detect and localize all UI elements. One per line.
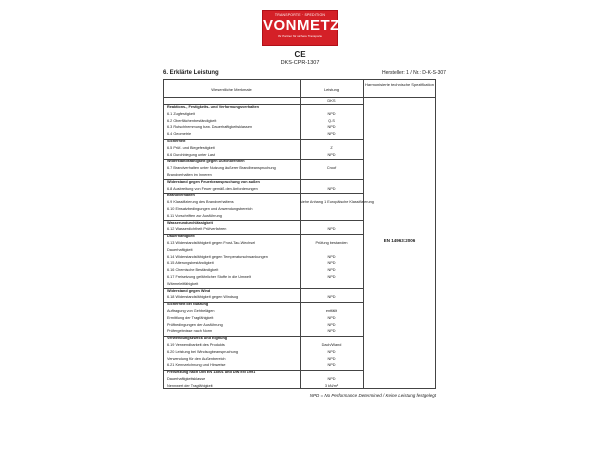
table-row-value: NPD [327,363,336,368]
company-logo [262,10,338,46]
table-row-label: 6.19 Verwendbarkeit des Produkts [167,343,225,347]
table-row-label: Wasserundurchlässigkeit [167,220,213,225]
table-row-label: Nennwert der Tragfähigkeit [167,383,213,388]
table-row-value: NPD [327,125,336,130]
table-row-value: NPD [327,377,336,381]
table-row-value: NPD [327,275,336,279]
table-row-value: Z [330,145,333,150]
footer-note: NPD = No Performance Determined / Keine Leistung festgelegt [309,393,436,398]
table-row-value: NPD [327,295,336,300]
table-row-value: Q-S [328,118,335,123]
table-row-label: 6.10 Einsatzbedingungen und Anwendungsbereich [167,207,253,211]
table-row-value: NPD [327,227,336,232]
table-row-label: Ermittlung der Tragfähigkeit [167,315,214,320]
table-row-label: 6.16 Chemische Beständigkeit [167,268,219,273]
table-row-value: NPD [327,322,336,327]
table-row-label: 6.17 Freisetzung gefährlicher Stoffe in die Umwelt [167,275,251,279]
group-divider [163,193,363,194]
col-header-characteristics: Wesentliche Merkmale [211,87,252,92]
table-row-label: Reaktions-, Festigkeits- und Verformungsverhalten [167,105,259,109]
group-divider [163,159,363,160]
table-row-label: Sicherheit [167,139,186,143]
table-row-value: NPD [327,261,336,266]
group-divider [163,234,363,235]
table-row-value: NPD [327,152,336,157]
table-row-value: NPD [327,349,336,354]
table-row-value: NPD [327,356,336,361]
table-row-label: Widerstand gegen Wind [167,288,211,293]
table-row-label: 6.3 Rutschhemmung bzw. Dauerhaftigkeitsklassen [167,125,253,130]
table-row-value: NPD [327,329,336,334]
group-divider [163,220,363,221]
table-row-label: Dauerhaftigkeit [167,247,193,252]
table-row-label: Widerstand gegen Feuerbeanspruchung von außen [167,179,260,184]
page-reference: Hersteller: 1 / Nr.: D-K-S-307 [382,70,446,76]
section-title: 6. Erklärte Leistung [163,70,219,76]
table-row-value: NPD [327,315,336,320]
table-row-label: 6.4 Geometrie [167,132,192,137]
table-row-value: NPD [327,132,336,137]
table-row-value: siehe Anhang 1 Europäische Klassifizierung [300,200,374,205]
table-row-value: Croof [326,166,337,171]
table-row-label: Sicherheit bei Nutzung [167,302,209,307]
table-row-label: Prüfbedingungen der Ausführung [167,322,223,327]
table-row-label: 6.1 Zugfestigkeit [167,111,195,116]
table-row-label: Auftragung von Gehbelägen [167,309,215,313]
table-row-label: 6.18 Widerstandsfähigkeit gegen Windsog [167,295,239,300]
table-row-label: 6.13 Widerstandsfähigkeit gegen Frost-Tau-Wechsel [167,241,256,245]
table-row-label: 6.2 Oberflächenbeständigkeit [167,118,217,123]
table-row-label: Widerstandsfähigkeit gegen Durchbrennen [167,159,245,164]
table-row-value: 3 kN/m² [324,383,339,388]
group-divider [163,179,363,180]
table-row-label: 6.11 Vorschriften zur Ausführung [167,213,222,218]
col-header-specification: Harmonisierte technische Spezifikation [365,82,434,87]
table-row-label: 6.12 Wasserdichtheit Prüfverfahren [167,227,227,232]
table-row-label: Dauerhaftigkeit [167,234,195,239]
table-row-label: 6.14 Widerstandsfähigkeit gegen Temperaturschwankungen [167,254,268,259]
table-row-label: 6.21 Kennzeichnung und Hinweise [167,363,226,368]
table-row-label: Brandverhalten [167,193,195,198]
table-row-value: NPD [327,186,336,191]
table-row-label: Freisetzung nach DIN EN 13501 und DIN EN 1991 [167,370,256,375]
table-row-value: NPD [327,111,336,116]
group-divider [163,336,363,337]
col-header-performance: Leistung [323,87,340,92]
group-divider [163,139,363,140]
table-row-value: entfällt [325,309,338,313]
table-row-value: NPD [327,268,336,273]
table-row-label: Dauerhaftigkeitsklasse [167,377,206,381]
table-row-label: 6.7 Brandverhalten unter Nutzung äußerer Brandbeanspruchung [167,166,276,171]
table-row-label: Wärmeleitfähigkeit [167,281,199,286]
table-row-label: Brandverhalten im Inneren [167,173,212,177]
logo-brand: VONMETZ [263,17,340,34]
ce-mark: CE [294,50,306,59]
table-row-value: Dach/Wand [321,343,342,347]
table-row-label: 6.9 Klassifizierung des Brandverhaltens [167,200,234,205]
table-row-label: 6.20 Leistung bei Windsogbeanspruchung [167,349,238,354]
column-divider-2 [363,79,364,389]
table-row-label: 6.8 Ausbreitung von Feuer gemäß den Anforderungen [167,186,258,191]
logo-subtitle: Ihr Partner für sichere Transporte [277,34,323,38]
document-id: DKS-CPR-1307 [280,60,320,66]
verification-standard: EN 14963:2006 [383,238,416,243]
table-row-label: Prüfergebnisse nach Norm [167,329,213,334]
table-row-label: Verwendungszweck und Eignung [167,336,228,341]
table-row-label: Verwendung für den Außenbereich [167,356,226,361]
group-divider [163,370,363,371]
table-row-value: NPD [327,254,336,259]
group-divider [163,288,363,289]
table-row-label: 6.15 Alterungsbeständigkeit [167,261,214,266]
subheader-value: DKS [327,98,336,103]
table-row-label: 6.6 Durchbiegung unter Last [167,152,215,157]
table-row-label: 6.5 Prüf- und Biegefestigkeit [167,145,215,150]
logo-tagline: TRANSPORTE · SPEDITION [274,13,326,17]
group-divider [163,302,363,303]
table-row-value: Prüfung bestanden [315,241,348,245]
